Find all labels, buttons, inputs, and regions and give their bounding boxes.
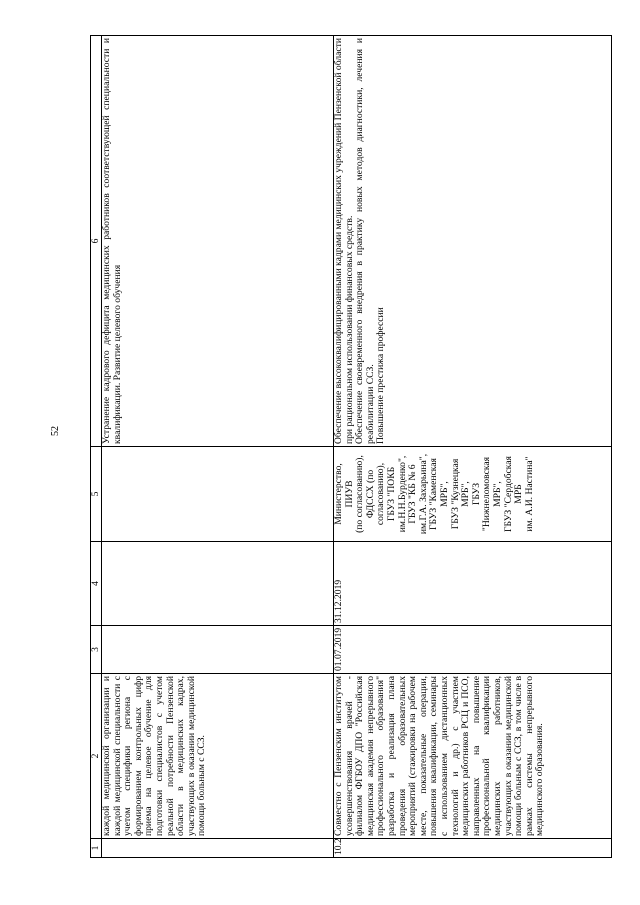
responsible-line: ГБУЗ "ПОКБ: [385, 466, 397, 522]
responsible-line: МРБ",: [491, 481, 503, 507]
responsible-line: ГБУЗ "Каменская: [428, 458, 440, 530]
activities-table: [90, 35, 612, 858]
header-cell-5: 5: [91, 447, 102, 542]
rotated-table-container: [90, 36, 612, 858]
responsible-line: МРБ",: [438, 481, 450, 507]
responsible-line: ФДССХ (по: [364, 469, 376, 519]
responsible-line: ГБУЗ "Сердобская: [502, 456, 514, 532]
responsible-line: "Нижнеломовская: [481, 456, 493, 532]
responsible-parties: [102, 447, 334, 542]
result-paragraph: Обеспечение высококвалифицированными кадрами медицинских учреждений Пензенской области при рациональном использовании финансовых средств.: [333, 38, 355, 444]
responsible-line: согласованию),: [375, 462, 387, 526]
header-cell-2: 2: [91, 674, 102, 839]
start-date: 01.07.2019: [334, 626, 612, 674]
responsible-line: ГБУЗ "Кузнецкая: [449, 458, 461, 530]
header-cell-3: 3: [91, 626, 102, 674]
responsible-parties: [334, 447, 612, 542]
responsible-line: им.Г.А. Захарьина",: [417, 453, 429, 535]
responsible-line: им.Н.Н.Бурденко",: [396, 455, 408, 533]
start-date: [102, 626, 334, 674]
responsible-line: МРБ: [513, 484, 525, 504]
header-row: [91, 36, 102, 858]
rotated-sheet: [90, 36, 612, 858]
row-number: 10.2: [334, 839, 612, 858]
header-cell-4: 4: [91, 542, 102, 626]
header-cell-6: 6: [91, 36, 102, 447]
table-row: [334, 36, 612, 858]
header-cell-1: 1: [91, 839, 102, 858]
responsible-line: ПИУВ: [343, 480, 355, 508]
end-date: [102, 542, 334, 626]
responsible-line: им. А.И. Настина": [523, 456, 535, 532]
end-date: 31.12.2019: [334, 542, 612, 626]
result-paragraph: Обеспечение своевременного внедрения в практику новых методов диагностики, лечения и реабилитации ССЗ.: [354, 38, 376, 444]
responsible-line: (по согласованию),: [354, 455, 366, 533]
row-number: [102, 839, 334, 858]
responsible-line: ГБУЗ "КБ № 6: [407, 464, 419, 524]
activity-description: Совместно с Пензенским институтом усовершенствования врачей - филиалом ФГБОУ ДПО "Российская медицинская академия непрерывного профессионального образования" разработка и реализация плана проведения образовательных мероприятий (стажировки на рабочем месте, показательные операции, повышения квалификации, семинары с использованием дистанционных технологий и др.) с участием медицинских работников РСЦ и ПСО, направленных на повышение профессиональной квалификации медицинских работников, участвующих в оказании медицинской помощи больным с ССЗ, в том числе в рамках системы непрерывного медицинского образования.: [334, 674, 612, 839]
page-number: 52: [50, 426, 61, 436]
responsible-line: МРБ",: [460, 481, 472, 507]
responsible-line: ГБУЗ: [470, 482, 482, 506]
table-row: [102, 36, 334, 858]
activity-description: каждой медицинской организации и каждой медицинской специальности с учетом специфики региона с формированием контрольных цифр приема на целевое обучение для подготовки специалистов с учетом реальной потребности Пензенской области в медицинских кадрах, участвующих в оказании медицинской помощи больным с ССЗ.: [102, 674, 334, 839]
responsible-line: Министерство,: [333, 463, 344, 525]
expected-result: [102, 36, 334, 447]
result-paragraph: Устранение кадрового дефицита медицинских работников соответствующей специальности и квалификации. Развитие целевого обучения: [101, 38, 123, 444]
expected-result: [334, 36, 612, 447]
result-paragraph: Повышение престижа профессии: [375, 307, 387, 444]
